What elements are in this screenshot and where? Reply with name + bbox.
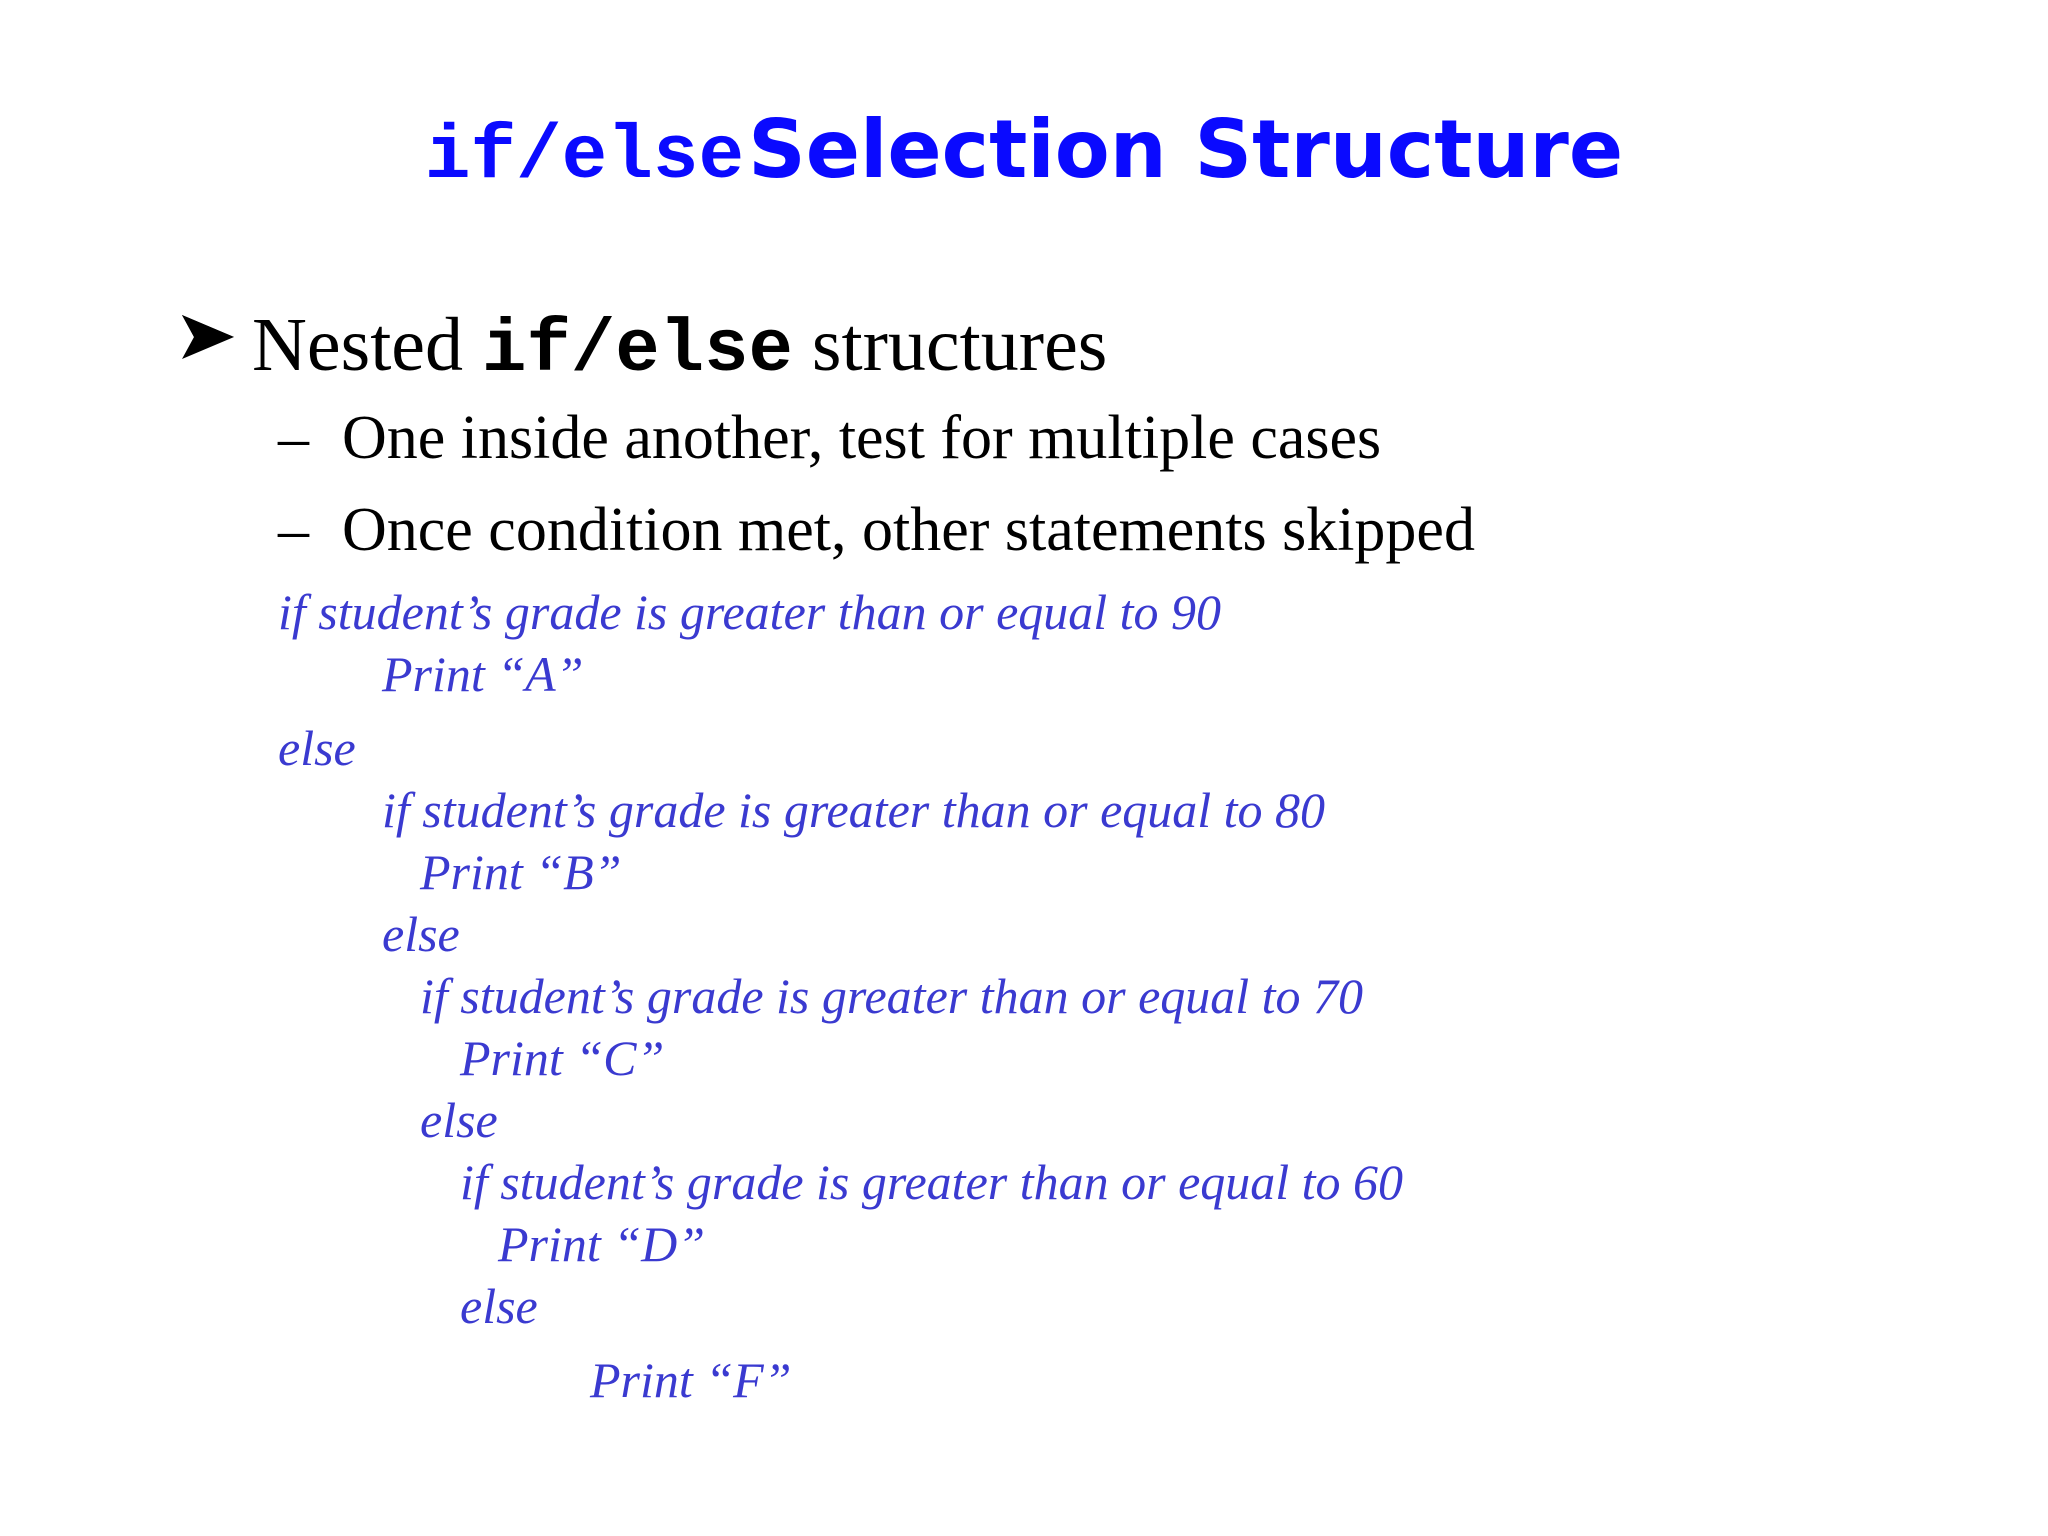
bullet-suffix: structures [811, 303, 1108, 387]
sub-bullet-text: One inside another, test for multiple cases [342, 404, 1382, 472]
pseudocode-line: if student’s grade is greater than or equal to 70 [420, 968, 1364, 1024]
pseudocode-line: if student’s grade is greater than or equal to 60 [460, 1154, 1404, 1210]
pseudocode-line: Print “D” [498, 1216, 706, 1272]
title-code-part: if/else [424, 114, 745, 200]
bullet-prefix: Nested [252, 303, 464, 387]
main-bullet-text [252, 295, 1107, 401]
pseudocode-line: else [460, 1278, 538, 1334]
sub-bullet-text: Once condition met, other statements skipped [342, 496, 1475, 564]
pseudocode-line: else [382, 906, 460, 962]
pseudocode-line: if student’s grade is greater than or equal to 80 [382, 782, 1326, 838]
pseudocode-line: Print “B” [420, 844, 622, 900]
sub-bullet-dash: – [278, 496, 309, 564]
pseudocode-line: Print “A” [382, 646, 584, 702]
slide-title [0, 95, 2048, 205]
pseudocode-line: if student’s grade is greater than or equal to 90 [278, 584, 1222, 640]
bullet-code: if/else [482, 309, 793, 393]
pseudocode-line: else [420, 1092, 498, 1148]
sub-bullet-dash: – [278, 404, 309, 472]
arrowhead-bullet-icon [180, 309, 236, 365]
title-text-part: Selection Structure [748, 103, 1624, 196]
pseudocode-line: Print “F” [590, 1352, 792, 1408]
pseudocode-line: else [278, 720, 356, 776]
sub-bullet [278, 490, 1475, 570]
pseudocode-line: Print “C” [460, 1030, 665, 1086]
sub-bullet [278, 398, 1381, 478]
